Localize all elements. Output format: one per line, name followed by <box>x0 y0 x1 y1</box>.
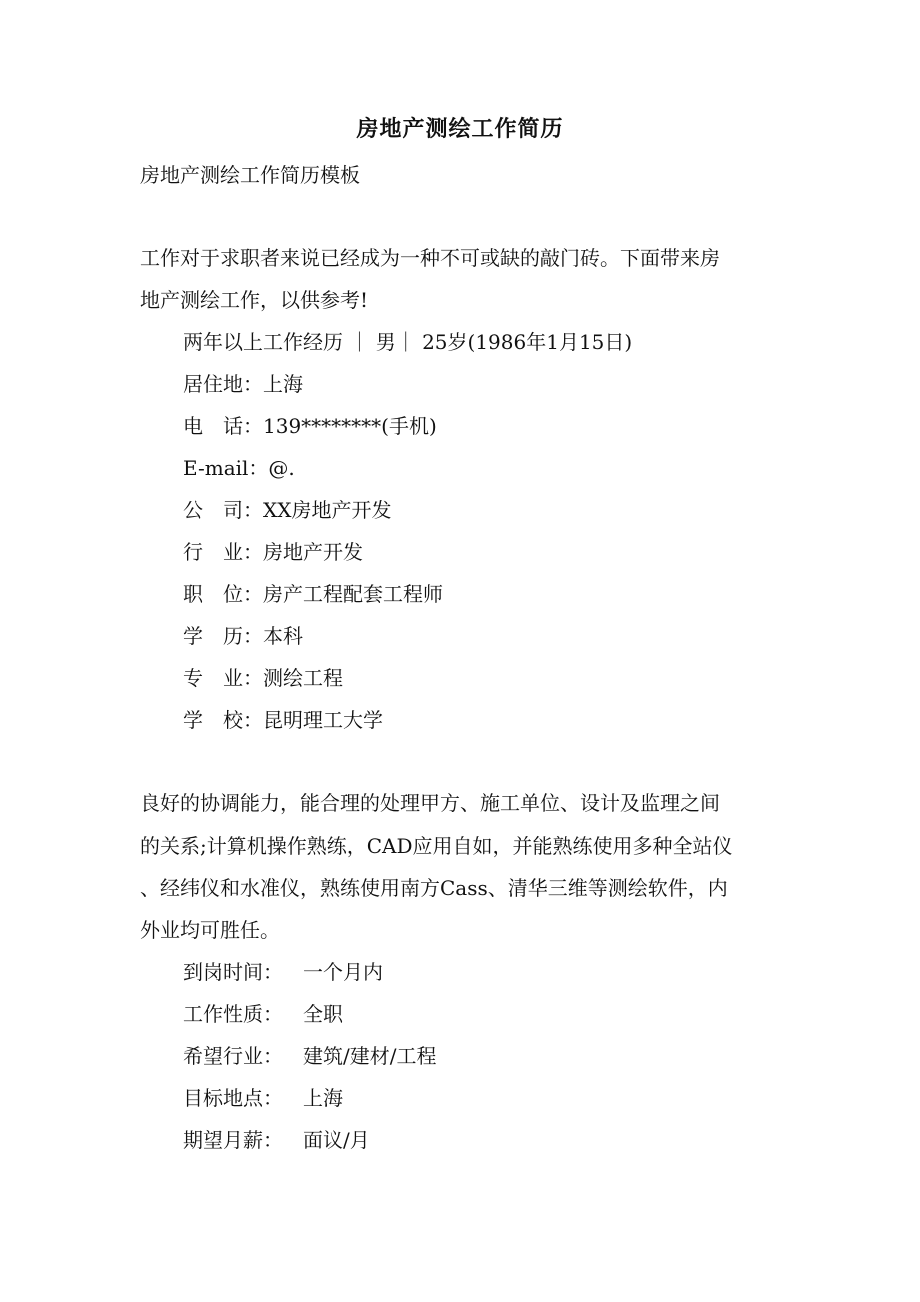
intent-industry <box>183 1041 823 1071</box>
skills-line: 的关系;计算机操作熟练，CAD应用自如，并能熟练使用多种全站仪 <box>140 834 733 858</box>
profile-field-email <box>183 453 823 483</box>
profile-field-education <box>183 621 823 651</box>
intent-label: 到岗时间： <box>183 960 283 984</box>
field-value: 测绘工程 <box>263 666 343 690</box>
field-value: @. <box>268 456 295 480</box>
intent-job-type <box>183 999 823 1029</box>
profile-field-company <box>183 495 823 525</box>
field-label: 职 位： <box>183 582 263 606</box>
intent-value: 上海 <box>303 1086 343 1110</box>
profile-summary: 两年以上工作经历 ｜ 男｜ 25岁(1986年1月15日) <box>183 330 633 354</box>
field-label: 学 校： <box>183 708 263 732</box>
intent-value: 全职 <box>303 1002 343 1026</box>
intent-arrival <box>183 957 823 987</box>
intent-value: 建筑/建材/工程 <box>303 1044 437 1068</box>
profile-field-residence <box>183 369 823 399</box>
field-label: 电 话： <box>183 414 263 438</box>
field-label: 学 历： <box>183 624 263 648</box>
document-subtitle: 房地产测绘工作简历模板 <box>140 163 360 187</box>
skills-line: 、经纬仪和水准仪，熟练使用南方Cass、清华三维等测绘软件，内 <box>140 876 728 900</box>
intent-label: 目标地点： <box>183 1086 283 1110</box>
field-value: 139********(手机) <box>263 414 437 438</box>
profile-field-phone <box>183 411 823 441</box>
intent-value: 面议/月 <box>303 1128 370 1152</box>
intent-label: 期望月薪： <box>183 1128 283 1152</box>
intent-value: 一个月内 <box>303 960 383 984</box>
field-label: E-mail： <box>183 456 269 480</box>
field-value: 房产工程配套工程师 <box>263 582 443 606</box>
field-label: 公 司： <box>183 498 263 522</box>
field-label: 居住地： <box>183 372 263 396</box>
field-value: 本科 <box>263 624 303 648</box>
document-title: 房地产测绘工作简历 <box>356 116 564 142</box>
intro-line: 工作对于求职者来说已经成为一种不可或缺的敲门砖。下面带来房 <box>140 246 720 270</box>
skills-line: 良好的协调能力，能合理的处理甲方、施工单位、设计及监理之间 <box>140 791 720 815</box>
intent-salary <box>183 1125 823 1155</box>
profile-field-position <box>183 579 823 609</box>
intent-label: 工作性质： <box>183 1002 283 1026</box>
field-label: 专 业： <box>183 666 263 690</box>
field-value: 昆明理工大学 <box>263 708 383 732</box>
field-label: 行 业： <box>183 540 263 564</box>
field-value: 房地产开发 <box>263 540 363 564</box>
intent-label: 希望行业： <box>183 1044 283 1068</box>
profile-field-major <box>183 663 823 693</box>
field-value: XX房地产开发 <box>263 498 392 522</box>
profile-field-industry <box>183 537 823 567</box>
field-value: 上海 <box>263 372 303 396</box>
intro-line: 地产测绘工作，以供参考! <box>140 288 369 312</box>
skills-line: 外业均可胜任。 <box>140 918 280 942</box>
profile-field-school <box>183 705 823 735</box>
intent-location <box>183 1083 823 1113</box>
